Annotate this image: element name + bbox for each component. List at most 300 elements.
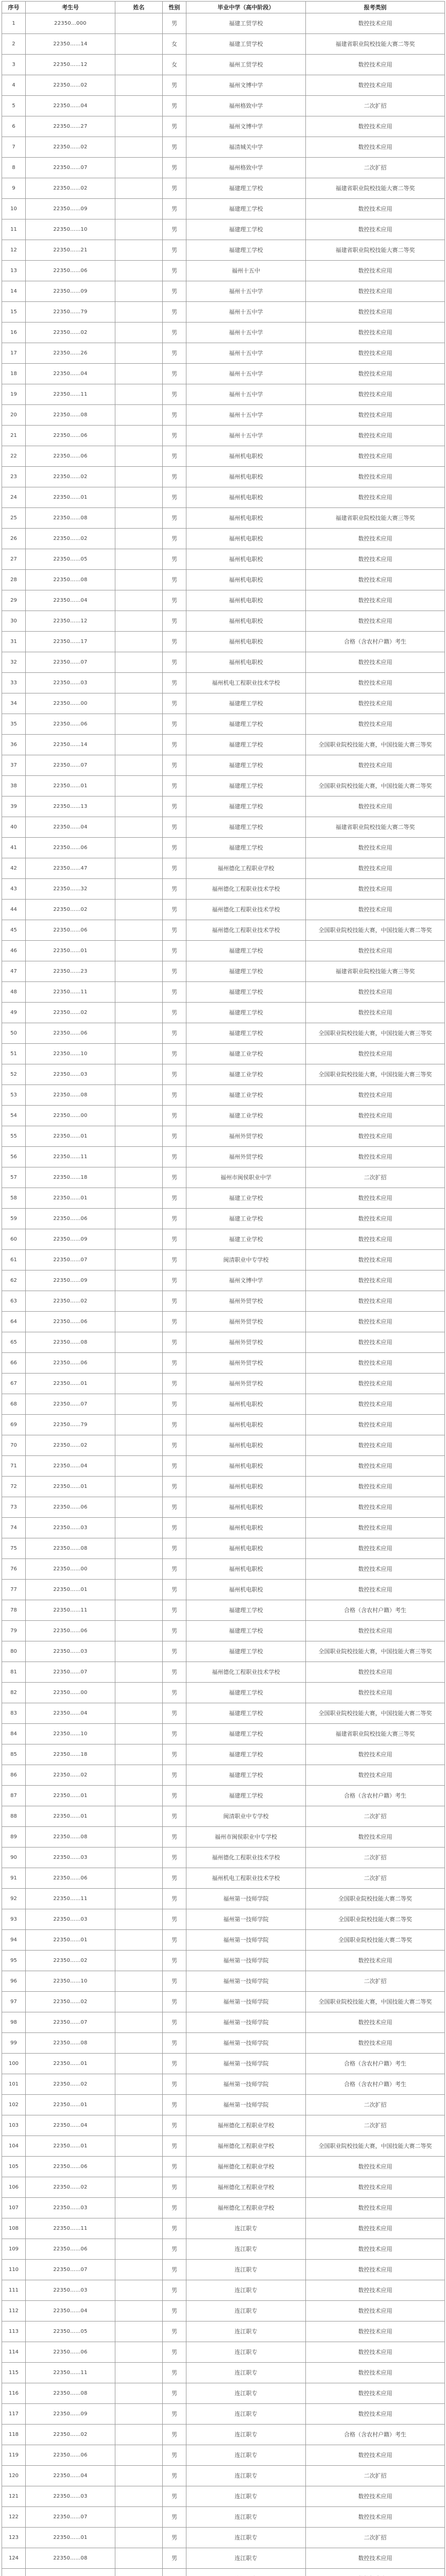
cell-candidate-id: 22350……07 <box>26 2012 115 2033</box>
cell-candidate-id: 22350……11 <box>26 1889 115 1909</box>
cell-candidate-id: 22350……06 <box>26 2157 115 2177</box>
cell-name <box>115 1930 163 1951</box>
cell-name <box>115 261 163 281</box>
table-row <box>2 920 445 941</box>
cell-school: 福州机电职校 <box>186 529 306 549</box>
cell-gender: 男 <box>163 1559 186 1580</box>
cell-category: 二次扩招 <box>306 1971 445 1992</box>
cell-candidate-id: 22350……06 <box>26 2239 115 2260</box>
cell-school: 福清城关中学 <box>186 137 306 158</box>
cell-gender: 男 <box>163 1992 186 2012</box>
table-row <box>2 2260 445 2280</box>
cell-category: 全国职业院校技能大赛，中国技能大赛二等奖 <box>306 776 445 796</box>
cell-category: 数控技术应用 <box>306 900 445 920</box>
table-row <box>2 1992 445 2012</box>
cell-candidate-id: 22350……02 <box>26 2074 115 2095</box>
cell-candidate-id: 22350……01 <box>26 1126 115 1147</box>
cell-name <box>115 1167 163 1188</box>
cell-name <box>115 2198 163 2218</box>
cell-name <box>115 158 163 178</box>
cell-name <box>115 776 163 796</box>
cell-category: 数控技术应用 <box>306 879 445 900</box>
cell-name <box>115 570 163 590</box>
cell-index: 7 <box>2 137 26 158</box>
cell-gender: 男 <box>163 1724 186 1744</box>
cell-name <box>115 1538 163 1559</box>
cell-index: 37 <box>2 755 26 776</box>
cell-candidate-id: 22350……07 <box>26 2507 115 2528</box>
cell-index: 27 <box>2 549 26 570</box>
cell-index: 15 <box>2 302 26 323</box>
cell-candidate-id: 22350……12 <box>26 611 115 632</box>
table-row <box>2 1683 445 1703</box>
cell-index: 83 <box>2 1703 26 1724</box>
cell-index: 28 <box>2 570 26 590</box>
cell-category: 数控技术应用 <box>306 838 445 858</box>
table-row <box>2 446 445 467</box>
cell-candidate-id: 22350…000 <box>26 13 115 34</box>
cell-gender: 男 <box>163 2486 186 2507</box>
cell-gender: 男 <box>163 75 186 96</box>
cell-name <box>115 2342 163 2363</box>
cell-name <box>115 1064 163 1085</box>
cell-gender: 男 <box>163 1951 186 1971</box>
cell-gender: 男 <box>163 1147 186 1167</box>
cell-name <box>115 13 163 34</box>
table-row <box>2 1827 445 1848</box>
cell-school: 福州第一技师学院 <box>186 2095 306 2115</box>
cell-index: 39 <box>2 796 26 817</box>
cell-candidate-id: 22350……14 <box>26 34 115 55</box>
cell-category: 数控技术应用 <box>306 1106 445 1126</box>
cell-index: 64 <box>2 1312 26 1332</box>
cell-name <box>115 1312 163 1332</box>
table-row <box>2 2012 445 2033</box>
cell-category: 福建省职业院校技能大赛二等奖 <box>306 817 445 838</box>
table-row <box>2 1147 445 1167</box>
cell-school: 福建理工学校 <box>186 178 306 199</box>
cell-gender: 男 <box>163 508 186 529</box>
cell-index: 112 <box>2 2301 26 2321</box>
cell-category: 二次扩招 <box>306 1806 445 1827</box>
cell-gender: 男 <box>163 2383 186 2404</box>
cell-candidate-id: 22350……02 <box>26 75 115 96</box>
cell-category: 数控技术应用 <box>306 673 445 693</box>
cell-candidate-id: 22350……32 <box>26 879 115 900</box>
table-row <box>2 1023 445 1044</box>
table-row <box>2 2486 445 2507</box>
cell-category: 全国职业院校技能大赛，中国技能大赛三等奖 <box>306 735 445 755</box>
cell-candidate-id: 22350……08 <box>26 405 115 426</box>
cell-candidate-id: 22350……23 <box>26 961 115 982</box>
cell-school: 连江职专 <box>186 2321 306 2342</box>
cell-name <box>115 941 163 961</box>
table-row <box>2 1044 445 1064</box>
cell-gender: 男 <box>163 1827 186 1848</box>
table-row <box>2 529 445 549</box>
table-row <box>2 817 445 838</box>
cell-category: 数控技术应用 <box>306 2280 445 2301</box>
table-row <box>2 1600 445 1621</box>
cell-category: 全国职业院校技能大赛，中国技能大赛二等奖 <box>306 2136 445 2157</box>
cell-school: 福州机电职校 <box>186 1538 306 1559</box>
cell-category: 数控技术应用 <box>306 2507 445 2528</box>
cell-category: 全国职业院校技能大赛，中国技能大赛二等奖 <box>306 1703 445 1724</box>
cell-index: 16 <box>2 323 26 343</box>
cell-candidate-id: 22350……17 <box>26 632 115 652</box>
cell-school: 福州外贸学校 <box>186 1353 306 1374</box>
cell-category: 数控技术应用 <box>306 982 445 1003</box>
table-row <box>2 879 445 900</box>
cell-index: 84 <box>2 1724 26 1744</box>
cell-category: 数控技术应用 <box>306 2198 445 2218</box>
cell-gender: 男 <box>163 1003 186 1023</box>
cell-index: 118 <box>2 2425 26 2445</box>
cell-candidate-id: 22350……08 <box>26 1332 115 1353</box>
table-row <box>2 1312 445 1332</box>
cell-index: 58 <box>2 1188 26 1209</box>
cell-name <box>115 137 163 158</box>
cell-index: 94 <box>2 1930 26 1951</box>
cell-school: 连江职专 <box>186 2301 306 2321</box>
cell-index: 119 <box>2 2445 26 2466</box>
cell-category: 数控技术应用 <box>306 570 445 590</box>
table-row <box>2 1332 445 1353</box>
cell-name <box>115 2548 163 2569</box>
table-row <box>2 2342 445 2363</box>
cell-index: 57 <box>2 1167 26 1188</box>
cell-school: 福州机电职校 <box>186 1456 306 1477</box>
cell-gender: 男 <box>163 941 186 961</box>
table-row <box>2 2157 445 2177</box>
table-row <box>2 982 445 1003</box>
cell-category: 数控技术应用 <box>306 323 445 343</box>
cell-category: 数控技术应用 <box>306 1683 445 1703</box>
cell-category: 数控技术应用 <box>306 467 445 487</box>
table-row <box>2 199 445 219</box>
cell-index: 25 <box>2 508 26 529</box>
cell-school: 连江职专 <box>186 2404 306 2425</box>
cell-index: 35 <box>2 714 26 735</box>
cell-name <box>115 2569 163 2576</box>
table-row <box>2 1106 445 1126</box>
cell-candidate-id: 22350……00 <box>26 1559 115 1580</box>
table-row <box>2 611 445 632</box>
cell-gender: 男 <box>163 178 186 199</box>
cell-gender: 男 <box>163 426 186 446</box>
cell-gender: 男 <box>163 2157 186 2177</box>
cell-index: 49 <box>2 1003 26 1023</box>
cell-candidate-id: 22350……03 <box>26 2486 115 2507</box>
cell-index: 73 <box>2 1497 26 1518</box>
cell-category: 全国职业院校技能大赛，中国技能大赛二等奖 <box>306 920 445 941</box>
cell-school: 福州机电职校 <box>186 652 306 673</box>
cell-gender: 男 <box>163 2342 186 2363</box>
cell-category: 二次扩招 <box>306 2115 445 2136</box>
admission-list-table <box>2 1 445 2576</box>
cell-category: 数控技术应用 <box>306 1559 445 1580</box>
cell-candidate-id: 22350……01 <box>26 1786 115 1806</box>
cell-name <box>115 1827 163 1848</box>
cell-school: 福州德化工程职业学校 <box>186 2136 306 2157</box>
cell-school: 福州机电职校 <box>186 1497 306 1518</box>
table-row <box>2 2136 445 2157</box>
cell-gender: 男 <box>163 590 186 611</box>
cell-category: 数控技术应用 <box>306 1250 445 1270</box>
cell-index: 96 <box>2 1971 26 1992</box>
cell-gender: 男 <box>163 364 186 384</box>
cell-name <box>115 2301 163 2321</box>
cell-candidate-id: 22350……18 <box>26 1744 115 1765</box>
cell-index: 61 <box>2 1250 26 1270</box>
cell-gender: 男 <box>163 1518 186 1538</box>
cell-candidate-id: 22350……11 <box>26 2218 115 2239</box>
cell-candidate-id: 22350……06 <box>26 838 115 858</box>
cell-school: 福州德化工程职业学校 <box>186 2198 306 2218</box>
cell-candidate-id: 22350……08 <box>26 1538 115 1559</box>
cell-school: 连江职专 <box>186 2239 306 2260</box>
cell-school: 福州德化工程职业技术学校 <box>186 879 306 900</box>
cell-candidate-id: 22350……04 <box>26 817 115 838</box>
cell-school: 福州机电职校 <box>186 632 306 652</box>
cell-name <box>115 529 163 549</box>
cell-index: 102 <box>2 2095 26 2115</box>
cell-index: 85 <box>2 1744 26 1765</box>
cell-name <box>115 323 163 343</box>
cell-candidate-id: 22350……08 <box>26 2383 115 2404</box>
cell-index: 91 <box>2 1868 26 1889</box>
cell-candidate-id: 22350……08 <box>26 2548 115 2569</box>
cell-category: 数控技术应用 <box>306 219 445 240</box>
cell-index: 66 <box>2 1353 26 1374</box>
cell-school: 连江职专 <box>186 2548 306 2569</box>
cell-index: 72 <box>2 1477 26 1497</box>
cell-category: 数控技术应用 <box>306 2321 445 2342</box>
cell-category: 数控技术应用 <box>306 2404 445 2425</box>
cell-category: 数控技术应用 <box>306 2445 445 2466</box>
table-row <box>2 1889 445 1909</box>
cell-gender: 男 <box>163 1167 186 1188</box>
header-gender: 性别 <box>163 2 186 13</box>
cell-index: 42 <box>2 858 26 879</box>
table-row <box>2 323 445 343</box>
cell-school: 福州格致中学 <box>186 158 306 178</box>
cell-school: 福州机电职校 <box>186 1415 306 1435</box>
cell-candidate-id: 22350……01 <box>26 776 115 796</box>
cell-school: 福州德化工程职业学校 <box>186 2115 306 2136</box>
cell-candidate-id: 22350……05 <box>26 549 115 570</box>
cell-index: 104 <box>2 2136 26 2157</box>
cell-candidate-id: 22350……79 <box>26 1415 115 1435</box>
cell-name <box>115 1848 163 1868</box>
cell-index: 20 <box>2 405 26 426</box>
cell-school: 连江职专 <box>186 2280 306 2301</box>
cell-index: 26 <box>2 529 26 549</box>
cell-name <box>115 2486 163 2507</box>
cell-index: 78 <box>2 1600 26 1621</box>
cell-category: 数控技术应用 <box>306 343 445 364</box>
table-row <box>2 1291 445 1312</box>
cell-category: 数控技术应用 <box>306 2486 445 2507</box>
cell-category: 合格（含农村户籍）考生 <box>306 1600 445 1621</box>
cell-index: 46 <box>2 941 26 961</box>
cell-category: 数控技术应用 <box>306 55 445 75</box>
table-row <box>2 755 445 776</box>
cell-candidate-id: 22350……04 <box>26 1456 115 1477</box>
cell-candidate-id: 22350……12 <box>26 55 115 75</box>
cell-school: 福建理工学校 <box>186 240 306 261</box>
table-row <box>2 2198 445 2218</box>
cell-category: 数控技术应用 <box>306 1312 445 1332</box>
cell-candidate-id: 22350……01 <box>26 1477 115 1497</box>
cell-school: 福州十五中学 <box>186 405 306 426</box>
cell-gender: 男 <box>163 446 186 467</box>
cell-candidate-id: 22350……10 <box>26 1971 115 1992</box>
cell-category: 数控技术应用 <box>306 858 445 879</box>
cell-category: 数控技术应用 <box>306 1621 445 1641</box>
cell-category: 数控技术应用 <box>306 1085 445 1106</box>
table-row <box>2 1353 445 1374</box>
cell-index: 30 <box>2 611 26 632</box>
table-row <box>2 219 445 240</box>
cell-school: 福建理工学校 <box>186 796 306 817</box>
cell-candidate-id: 22350……06 <box>26 426 115 446</box>
cell-gender: 男 <box>163 796 186 817</box>
cell-gender: 男 <box>163 735 186 755</box>
cell-name <box>115 2383 163 2404</box>
cell-gender: 男 <box>163 2425 186 2445</box>
cell-index: 22 <box>2 446 26 467</box>
cell-school: 福州文博中学 <box>186 116 306 137</box>
cell-name <box>115 1786 163 1806</box>
cell-gender: 男 <box>163 714 186 735</box>
table-row <box>2 1477 445 1497</box>
cell-name <box>115 96 163 116</box>
cell-candidate-id: 22350……02 <box>26 529 115 549</box>
cell-candidate-id: 22350……47 <box>26 858 115 879</box>
cell-school: 福州机电职校 <box>186 1435 306 1456</box>
header-candidate-id: 考生号 <box>26 2 115 13</box>
table-row <box>2 838 445 858</box>
cell-school: 福州十五中学 <box>186 384 306 405</box>
cell-gender: 男 <box>163 96 186 116</box>
table-row <box>2 34 445 55</box>
cell-name <box>115 817 163 838</box>
cell-name <box>115 1600 163 1621</box>
cell-candidate-id: 22350……00 <box>26 693 115 714</box>
cell-candidate-id: 22350……06 <box>26 1023 115 1044</box>
table-row <box>2 1270 445 1291</box>
cell-gender: 男 <box>163 1209 186 1229</box>
cell-candidate-id: 22350……02 <box>26 467 115 487</box>
cell-category: 数控技术应用 <box>306 1765 445 1786</box>
cell-candidate-id <box>26 2569 115 2576</box>
cell-gender: 男 <box>163 2012 186 2033</box>
cell-category: 数控技术应用 <box>306 199 445 219</box>
cell-index: 51 <box>2 1044 26 1064</box>
cell-gender: 男 <box>163 920 186 941</box>
cell-index: 41 <box>2 838 26 858</box>
cell-category: 福建省职业院校技能大赛三等奖 <box>306 1724 445 1744</box>
cell-index: 82 <box>2 1683 26 1703</box>
cell-candidate-id: 22350……01 <box>26 1580 115 1600</box>
cell-gender: 男 <box>163 1126 186 1147</box>
table-row <box>2 1415 445 1435</box>
cell-name <box>115 2157 163 2177</box>
cell-name <box>115 1085 163 1106</box>
cell-gender: 男 <box>163 1621 186 1641</box>
table-row <box>2 1518 445 1538</box>
cell-school: 福州机电职校 <box>186 570 306 590</box>
cell-candidate-id: 22350……79 <box>26 302 115 323</box>
cell-candidate-id: 22350……02 <box>26 1765 115 1786</box>
cell-name <box>115 1992 163 2012</box>
cell-index: 4 <box>2 75 26 96</box>
cell-category: 数控技术应用 <box>306 529 445 549</box>
cell-name <box>115 1580 163 1600</box>
cell-index: 79 <box>2 1621 26 1641</box>
table-row <box>2 343 445 364</box>
cell-gender: 男 <box>163 219 186 240</box>
table-row <box>2 961 445 982</box>
cell-gender: 男 <box>163 1064 186 1085</box>
cell-candidate-id: 22350……26 <box>26 343 115 364</box>
cell-candidate-id: 22350……02 <box>26 1435 115 1456</box>
cell-school: 福州机电职校 <box>186 1518 306 1538</box>
table-row <box>2 467 445 487</box>
cell-gender: 男 <box>163 858 186 879</box>
cell-school: 福建理工学校 <box>186 714 306 735</box>
cell-candidate-id: 22350……01 <box>26 1374 115 1394</box>
cell-name <box>115 1971 163 1992</box>
cell-index: 92 <box>2 1889 26 1909</box>
cell-candidate-id: 22350……10 <box>26 1724 115 1744</box>
cell-category: 数控技术应用 <box>306 714 445 735</box>
header-name: 姓名 <box>115 2 163 13</box>
table-row <box>2 116 445 137</box>
cell-index: 38 <box>2 776 26 796</box>
cell-index: 45 <box>2 920 26 941</box>
cell-category: 数控技术应用 <box>306 1229 445 1250</box>
cell-category: 数控技术应用 <box>306 549 445 570</box>
cell-index: 114 <box>2 2342 26 2363</box>
cell-school: 福州机电职校 <box>186 590 306 611</box>
cell-category: 全国职业院校技能大赛，中国技能大赛三等奖 <box>306 1641 445 1662</box>
cell-school: 福州外贸学校 <box>186 1126 306 1147</box>
cell-gender: 男 <box>163 116 186 137</box>
cell-candidate-id: 22350……04 <box>26 364 115 384</box>
cell-name <box>115 1477 163 1497</box>
cell-category: 全国职业院校技能大赛，中国技能大赛三等奖 <box>306 1064 445 1085</box>
cell-school: 福建理工学校 <box>186 1703 306 1724</box>
cell-candidate-id: 22350……11 <box>26 384 115 405</box>
cell-category: 数控技术应用 <box>306 2218 445 2239</box>
cell-school: 福州机电职校 <box>186 549 306 570</box>
table-row <box>2 1621 445 1641</box>
cell-gender: 男 <box>163 611 186 632</box>
cell-name <box>115 1744 163 1765</box>
cell-gender: 男 <box>163 405 186 426</box>
cell-gender: 男 <box>163 1683 186 1703</box>
cell-gender: 男 <box>163 755 186 776</box>
cell-school: 福州市闽侯职业中专学校 <box>186 1827 306 1848</box>
table-row <box>2 1538 445 1559</box>
cell-school: 福州德化工程职业学校 <box>186 858 306 879</box>
cell-candidate-id: 22350……06 <box>26 714 115 735</box>
cell-school: 福州德化工程职业技术学校 <box>186 1662 306 1683</box>
cell-name <box>115 1415 163 1435</box>
cell-candidate-id: 22350……11 <box>26 2363 115 2383</box>
